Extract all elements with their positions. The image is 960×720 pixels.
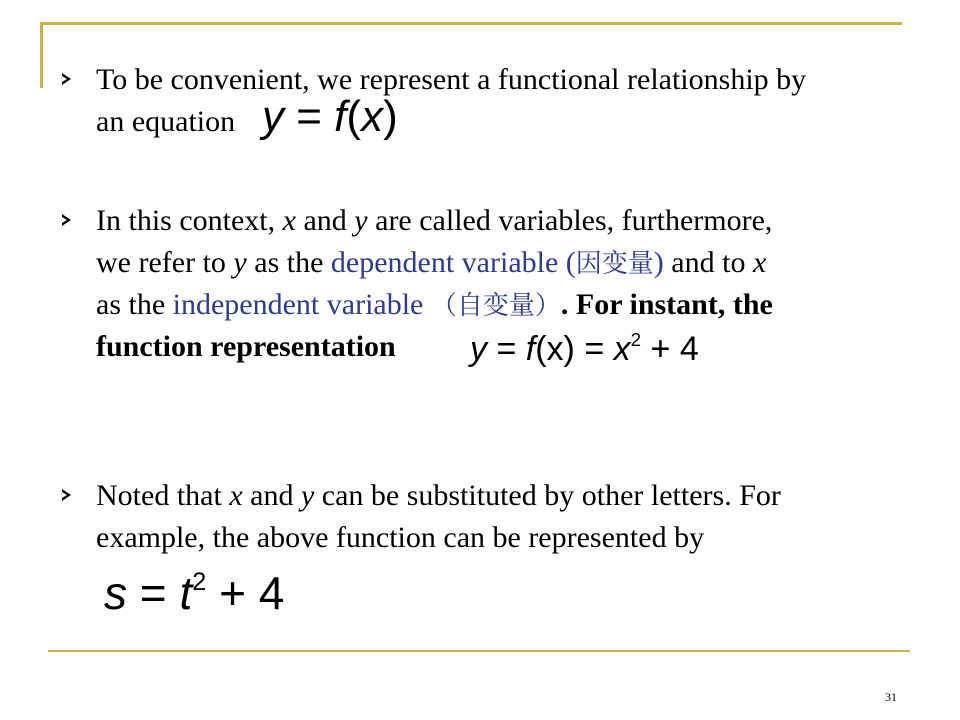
bullet-2-line-3: as the independent variable （自变量）. For instant, the <box>96 288 773 321</box>
bullet-3-line-1: Noted that x and y can be substituted by other letters. For <box>96 479 781 512</box>
bullet-2-line-4: function representation <box>96 330 396 363</box>
term-dependent-variable: dependent variable (因变量) <box>330 246 664 279</box>
arrow-bullet-icon <box>62 73 71 85</box>
bullet-3-line-2: example, the above function can be represented by <box>96 521 705 554</box>
frame-top-line <box>40 22 902 25</box>
bullet-2-line-1: In this context, x and y are called variables, furthermore, <box>96 204 773 237</box>
bullet-1-line-2: an equation <box>96 105 236 138</box>
bullet-1-line-1: To be convenient, we represent a functional relationship by <box>96 63 807 96</box>
page-number: 31 <box>885 690 897 704</box>
formula-s-equals-t-squared-plus-4: $s = t^2 + 4$ <box>104 567 285 619</box>
arrow-bullet-icon <box>62 489 71 501</box>
term-independent-variable: independent variable （自变量） <box>172 288 561 321</box>
formula-y-equals-f-x: y = f(x) <box>262 92 398 141</box>
frame-left-line <box>40 22 43 88</box>
bullet-2-line-2: we refer to y as the dependent variable (因变量) and to x <box>96 246 767 279</box>
formula-y-equals-x-squared-plus-4: $y = f(x) = x^2 + 4$ <box>470 328 699 368</box>
arrow-bullet-icon <box>62 214 71 226</box>
frame-bottom-line <box>48 650 910 652</box>
